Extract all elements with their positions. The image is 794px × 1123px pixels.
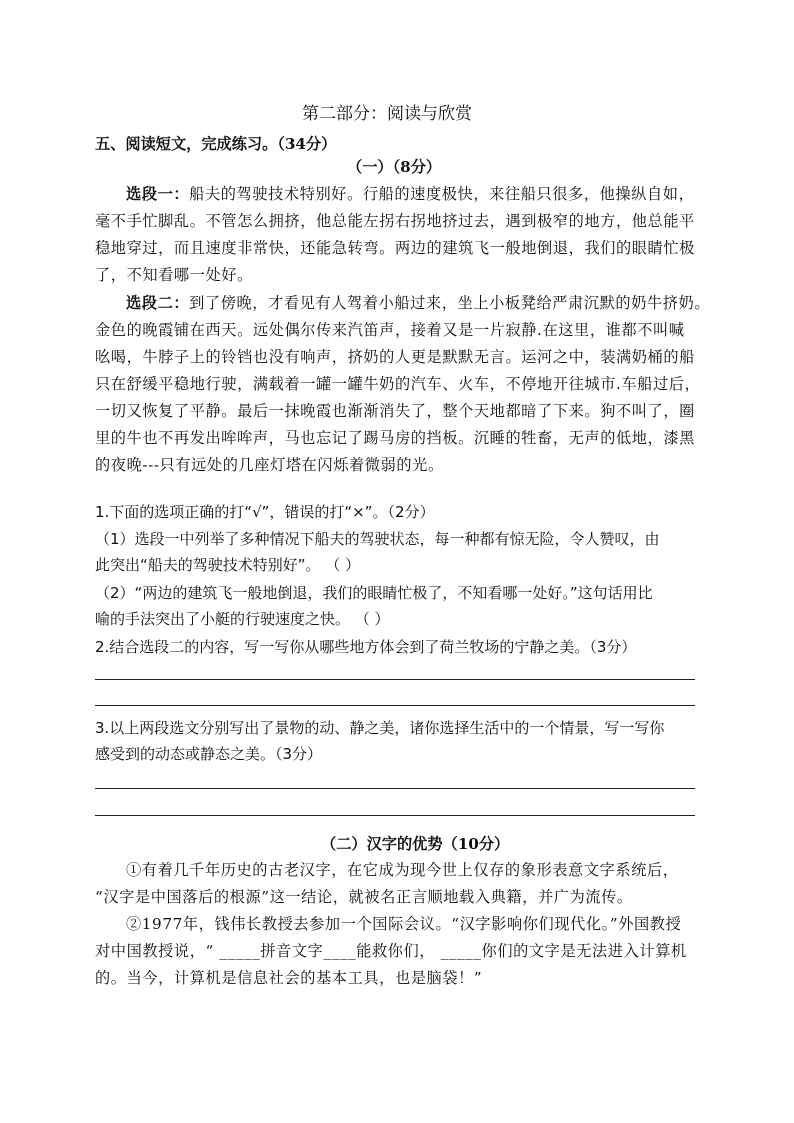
excerpt1-text: 船夫的驾驶技术特别好。行船的速度极快，来往船只很多，他操纵自如， <box>189 185 695 203</box>
passage2-heading: （二）汉字的优势（10分） <box>321 835 510 853</box>
question-3-line-1: 3.以上两段选文分别写出了景物的动、静之美，诸你选择生活中的一个情景，写一写你 <box>95 719 665 737</box>
excerpt2-line-7: 的夜晚---只有远处的几座灯塔在闪烁着微弱的光。 <box>95 456 444 474</box>
passage2-para2-line-3: 的。当今，计算机是信息社会的基本工具，也是脑袋！” <box>95 969 483 987</box>
answer-line[interactable] <box>95 815 695 816</box>
excerpt2-label: 选段二： <box>126 294 190 312</box>
question-1a-line-1: （1）选段一中列举了多种情况下船夫的驾驶状态，每一种都有惊无险，令人赞叹，由 <box>95 530 660 548</box>
passage2-para1-line-2: “汉字是中国落后的根源”这一结论，就被名正言顺地载入典籍，并广为流传。 <box>95 888 633 906</box>
answer-line[interactable] <box>95 788 695 789</box>
excerpt1-line-4: 了，不知看哪一处好。 <box>95 266 253 284</box>
excerpt1-label: 选段一： <box>126 185 190 203</box>
excerpt1-line-2: 毫不手忙脚乱。不管怎么拥挤，他总能左拐右拐地挤过去，遇到极窄的地方，他总能平 <box>95 212 695 230</box>
question-1a-line-2: 此突出“船夫的驾驶技术特别好”。 （ ） <box>95 556 361 574</box>
part-title: 第二部分：阅读与欣赏 <box>302 104 472 124</box>
passage1-heading: （一）（8分） <box>347 158 442 176</box>
question-3-line-2: 感受到的动态或静态之美。（3分） <box>95 745 323 763</box>
excerpt2-line-1 <box>126 293 710 313</box>
passage2-para1-line-1: ①有着几千年历史的古老汉字，在它成为现今世上仅存的象形表意文字系统后， <box>126 861 679 879</box>
question-1: 1.下面的选项正确的打“√”，错误的打“×”。（2分） <box>95 503 435 521</box>
passage2-para2-line-2: 对中国教授说，“ _____拼音文字____能救你们， _____你们的文字是无法进入计算机 <box>95 942 687 960</box>
excerpt2-line-6: 里的牛也不再发出哞哞声，马也忘记了踢马房的挡板。沉睡的牲畜，无声的低地，漆黑 <box>95 429 695 447</box>
section-heading: 五、阅读短文，完成练习。（34分） <box>95 135 337 153</box>
excerpt1-line-3: 稳地穿过，而且速度非常快，还能急转弯。两边的建筑飞一般地倒退，我们的眼睛忙极 <box>95 239 695 257</box>
excerpt2-text: 到了傍晚，才看见有人驾着小船过来，坐上小板凳给严肃沉默的奶牛挤奶。 <box>189 294 711 312</box>
question-2: 2.结合选段二的内容，写一写你从哪些地方体会到了荷兰牧场的宁静之美。（3分） <box>95 638 637 656</box>
excerpt2-line-3: 吆喝，牛脖子上的铃铛也没有响声，挤奶的人更是默默无言。运河之中，装满奶桶的船 <box>95 348 695 366</box>
excerpt2-line-5: 一切又恢复了平静。最后一抹晚霞也渐渐消失了，整个天地都暗了下来。狗不叫了，圈 <box>95 402 695 420</box>
excerpt1-line-1 <box>126 184 694 204</box>
answer-line[interactable] <box>95 705 695 706</box>
excerpt2-line-4: 只在舒缓平稳地行驶，满载着一罐一罐牛奶的汽车、火车，不停地开往城市.车船过后， <box>95 375 701 393</box>
answer-line[interactable] <box>95 679 695 680</box>
excerpt2-line-2: 金色的晚霞铺在西天。远处偶尔传来汽笛声，接着又是一片寂静.在这里，谁都不叫喊 <box>95 321 685 339</box>
question-1b-line-2: 喻的手法突出了小艇的行驶速度之快。 （ ） <box>95 610 390 628</box>
question-1b-line-1: （2）“两边的建筑飞一般地倒退，我们的眼睛忙极了，不知看哪一处好。”这句话用比 <box>95 584 653 602</box>
passage2-para2-line-1: ②1977年，钱伟长教授去参加一个国际会议。“汉字影响你们现代化。”外国教授 <box>126 915 682 933</box>
